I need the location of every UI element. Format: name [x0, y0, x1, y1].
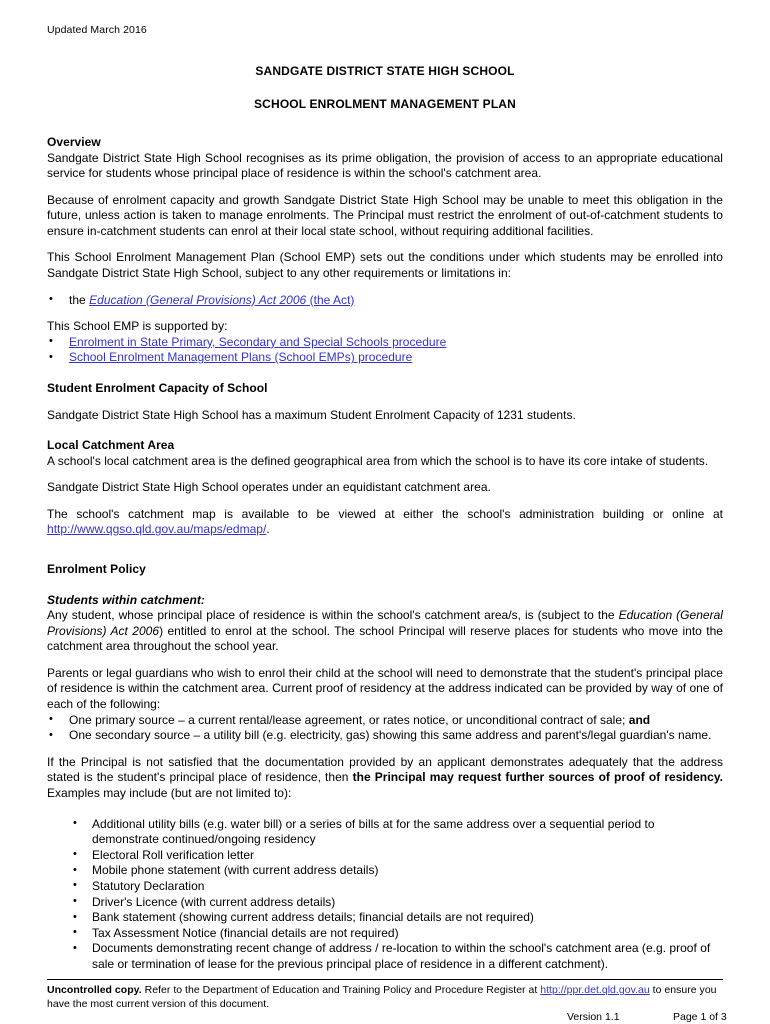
list-item: • Additional utility bills (e.g. water bill) or a series of bills at for the same address over a sequential period to demonstrate continued/ongoing residency: [73, 817, 723, 848]
catchment-map-text: The school's catchment map is available to be viewed at either the school's administration building or online at: [47, 506, 723, 521]
list-item: • Driver's Licence (with current address details): [73, 895, 723, 911]
supporting-procedures-list: [47, 335, 723, 366]
list-item: [49, 335, 723, 351]
capacity-paragraph: Sandgate District State High School has a maximum Student Enrolment Capacity of 1231 students.: [47, 407, 576, 422]
list-item: • Electoral Roll verification letter: [73, 848, 723, 864]
catchment-map-period: .: [266, 522, 270, 537]
overview-paragraph-1: Sandgate District State High School recognises as its prime obligation, the provision of access to an appropriate educational service for students whose principal place of residence is within the school's catchment area.: [47, 150, 723, 181]
footer-divider: [47, 979, 723, 980]
proof-examples-list: [47, 817, 723, 973]
link-school-emp-procedure[interactable]: School Enrolment Management Plans (School EMPs) procedure: [69, 350, 413, 365]
policy-paragraph-2: Parents or legal guardians who wish to enrol their child at the school will need to demonstrate that the student's principal place of residence is within the catchment area. Current proof of residency at the address indicated can be provided by way of one of each of the following:: [47, 665, 723, 711]
list-item: • Documents demonstrating recent change of address / re-location to within the school's catchment area (e.g. proof of sale or termination of lease for the previous principal place of residence in a different catchment).: [73, 941, 723, 972]
list-item: • Mobile phone statement (with current address details): [73, 863, 723, 879]
policy-p1-act-italic: Education (General Provisions) Act 2006: [47, 608, 723, 638]
proof-bullet-1-text: One primary source – a current rental/lease agreement, or rates notice, or unconditional contract of sale;: [69, 712, 629, 727]
footer-notice: [47, 984, 723, 1011]
list-item: • Tax Assessment Notice (financial details are not required): [73, 926, 723, 942]
page-footer: [47, 979, 727, 1023]
link-catchment-map-url[interactable]: http://www.qgso.qld.gov.au/maps/edmap/: [47, 522, 267, 537]
heading-local-catchment-area: Local Catchment Area: [47, 438, 175, 453]
document-content: [47, 24, 723, 972]
footer-text-part-1: Refer to the Department of Education and Training Policy and Procedure Register at: [141, 984, 541, 996]
footer-version: Version 1.1: [567, 1011, 620, 1023]
catchment-paragraph-1: A school's local catchment area is the defined geographical area from which the school is to have its core intake of students.: [47, 453, 709, 468]
heading-overview: Overview: [47, 135, 101, 149]
document-title: SCHOOL ENROLMENT MANAGEMENT PLAN: [254, 97, 516, 111]
proof-bullet-1-bold: and: [628, 712, 651, 727]
subheading-students-within-catchment: Students within catchment:: [47, 592, 205, 607]
list-item: • Statutory Declaration: [73, 879, 723, 895]
act-link-italic-text: Education (General Provisions) Act 2006: [89, 292, 307, 307]
policy-paragraph-1: [47, 608, 723, 655]
updated-date: Updated March 2016: [47, 24, 147, 36]
heading-student-enrolment-capacity: Student Enrolment Capacity of School: [47, 381, 268, 396]
overview-paragraph-3: This School Enrolment Management Plan (School EMP) sets out the conditions under which students may be enrolled into Sandgate District State High School, subject to any other requirements or limitations in:: [47, 250, 723, 281]
footer-text-part-2: to ensure you have the most current version of this document.: [47, 984, 717, 1010]
heading-enrolment-policy: Enrolment Policy: [47, 562, 146, 576]
footer-bold-lead: Uncontrolled copy.: [47, 984, 142, 996]
list-item: [49, 293, 723, 309]
act-link-plain-text: (the Act): [306, 292, 355, 307]
policy-p1-part1: Any student, whose principal place of residence is within the school's catchment area/s, is (subject to the: [47, 608, 619, 622]
list-item: [49, 713, 723, 729]
act-bullet-prefix: the: [69, 292, 90, 307]
link-education-general-provisions-act[interactable]: [89, 293, 354, 307]
policy-paragraph-3: [47, 755, 723, 802]
policy-p3-part2: Examples may include (but are not limited to):: [47, 785, 292, 800]
policy-p3-bold: the Principal may request further sources of proof of residency.: [352, 770, 724, 785]
proof-of-residency-list: [47, 713, 723, 744]
link-policy-procedure-register[interactable]: http://ppr.det.qld.gov.au: [540, 984, 650, 996]
school-name-title: SANDGATE DISTRICT STATE HIGH SCHOOL: [255, 64, 515, 78]
footer-page-number: Page 1 of 3: [673, 1011, 727, 1023]
policy-p1-part2: ) entitled to enrol at the school. The school Principal will reserve places for students who move into the catchment area throughout the school year.: [47, 623, 723, 654]
overview-paragraph-2: Because of enrolment capacity and growth Sandgate District State High School may be unable to meet this obligation in the future, unless action is taken to manage enrolments. The Principal must restrict the enrolment of out-of-catchment students to ensure in-catchment students can enrol at their local state school, without requiring additional facilities.: [47, 192, 723, 238]
catchment-paragraph-2: Sandgate District State High School operates under an equidistant catchment area.: [47, 480, 491, 495]
link-enrolment-procedure[interactable]: Enrolment in State Primary, Secondary and Special Schools procedure: [69, 334, 447, 349]
list-item: [49, 350, 723, 366]
act-reference-list: [47, 293, 723, 309]
list-item: • Bank statement (showing current address details; financial details are not required): [73, 910, 723, 926]
supported-by-label: This School EMP is supported by:: [47, 319, 228, 334]
list-item: [49, 728, 723, 744]
catchment-paragraph-3: [47, 507, 723, 538]
policy-p3-part1: If the Principal is not satisfied that the documentation provided by an applicant demonstrates adequately that the address stated is the student's principal place of residence, then: [47, 754, 723, 785]
proof-bullet-2-text: One secondary source – a utility bill (e.g. electricity, gas) showing this same address and parent's/legal guardian's name.: [69, 728, 712, 743]
